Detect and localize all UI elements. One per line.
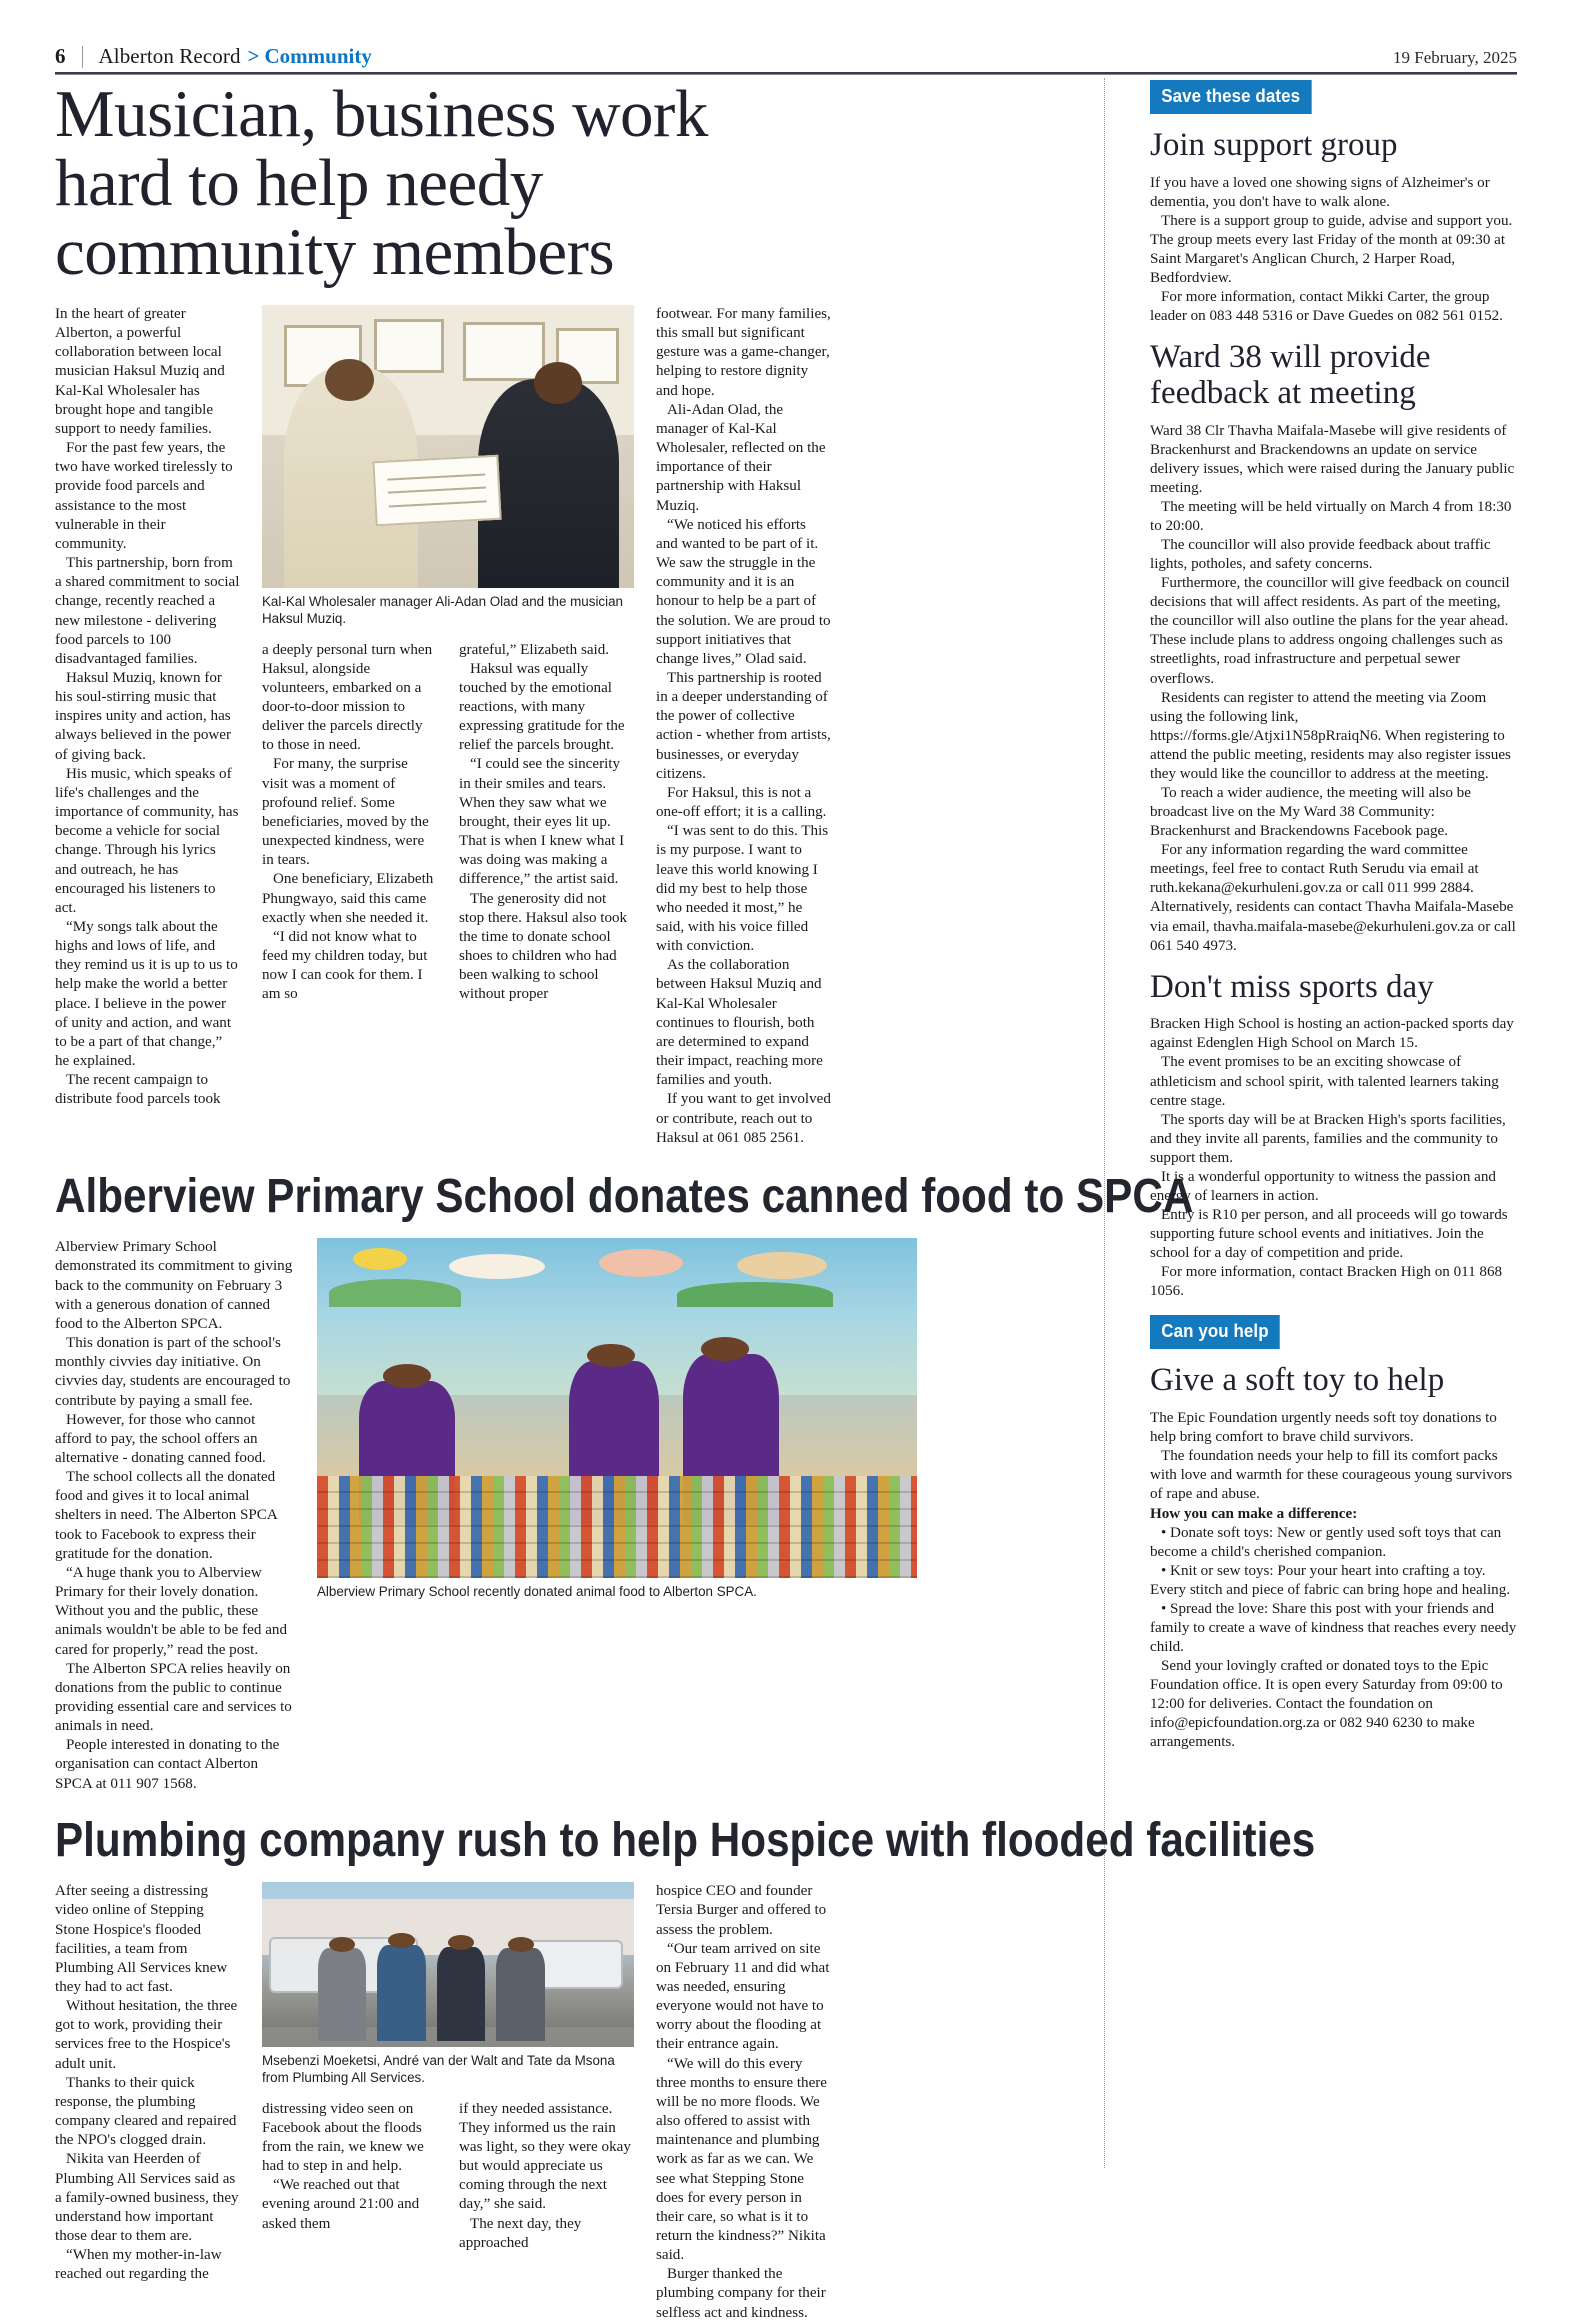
sidebar-body <box>1150 1015 1518 1301</box>
article3-column-1 <box>55 1882 240 2284</box>
paragraph: Haksul Muziq, known for his soul-stirring music that inspires unity and action, has always believed in the power of giving back. <box>55 669 232 763</box>
article-plumbing-hospice <box>55 1813 1316 2323</box>
badge-save-these-dates: Save these dates <box>1150 80 1311 114</box>
paragraph: In the heart of greater Alberton, a powerful collaboration between local musician Haksul Muziq and Kal-Kal Wholesaler has brought hope and tangible support to needy families. <box>55 306 225 437</box>
sidebar-heading: Don't miss sports day <box>1150 968 1434 1005</box>
figure-caption: Msebenzi Moeketsi, André van der Walt and Tate da Msona from Plumbing All Services. <box>262 2053 615 2085</box>
article1-column-2 <box>262 641 437 1005</box>
paragraph: Bracken High School is hosting an action-packed sports day against Edenglen High School on March 15. <box>1150 1016 1514 1052</box>
sidebar-heading: Join support group <box>1150 127 1398 163</box>
paragraph: Entry is R10 per person, and all proceeds will go towards supporting future school events and initiatives. Join the school for a day of competition and pride. <box>1150 1207 1508 1262</box>
paragraph: “A huge thank you to Alberview Primary for their lovely donation. Without you and the public, these animals wouldn't be able to be fed and cared for properly,” read the post. <box>55 1564 287 1658</box>
paragraph: For Haksul, this is not a one-off effort; it is a calling. <box>656 784 827 821</box>
paragraph: Nikita van Heerden of Plumbing All Services said as a family-owned business, they understand how important those dear to them are. <box>55 2151 239 2244</box>
article3-middle <box>262 1882 634 2253</box>
paragraph: “When my mother-in-law reached out regarding the <box>55 2247 222 2283</box>
paragraph: As the collaboration between Haksul Muziq and Kal-Kal Wholesaler continues to flourish, both are determined to expand their impact, reaching more families and youth. <box>656 957 823 1089</box>
paragraph: After seeing a distressing video online of Stepping Stone Hospice's flooded facilities, a team from Plumbing All Services knew they had to act fast. <box>55 1883 228 1995</box>
article-headline: Musician, business work hard to help needy community members <box>55 77 708 289</box>
paragraph: His music, which speaks of life's challenges and the importance of community, has become a vehicle for social change. Through his lyrics and outreach, he has encouraged his listeners to act. <box>55 765 239 916</box>
paragraph: “I was sent to do this. This is my purpose. I want to leave this world knowing I did my best to help those who needed it most,” he said, with his voice filled with conviction. <box>656 823 829 955</box>
paragraph: Without hesitation, the three got to work, providing their services free to the Hospice's adult unit. <box>55 1998 238 2072</box>
paragraph: “We noticed his efforts and wanted to be part of it. We saw the struggle in the community and it is an honour to help be a part of the solution. We are proud to support initiatives that change lives,” Olad said. <box>656 516 831 667</box>
masthead <box>55 44 1517 69</box>
issue-date: 19 February, 2025 <box>1392 48 1517 67</box>
article1-middle <box>262 305 634 1004</box>
paragraph: “I did not know what to feed my children today, but now I can cook for them. I am so <box>262 928 428 1003</box>
paragraph: a deeply personal turn when Haksul, alongside volunteers, embarked on a door-to-door mission to deliver the parcels directly to those in need. <box>262 641 433 754</box>
article1-column-4 <box>656 305 831 1148</box>
article-musician-business <box>55 77 1085 1148</box>
article1-column-1 <box>55 305 240 1110</box>
paragraph: “We will do this every three months to ensure there will be no more floods. We also offered to assist with maintenance and plumbing work as far as we can. We see what Stepping Stone does for every person in their care, so what is it to return the kindness?” Nikita said. <box>656 2055 828 2264</box>
paragraph: Ali-Adan Olad, the manager of Kal-Kal Wholesaler, reflected on the importance of their partnership with Haksul Muziq. <box>656 401 826 514</box>
paragraph: Ward 38 Clr Thavha Maifala-Masebe will give residents of Brackenhurst and Brackendowns an update on service delivery issues, which were raised during the January public meeting. <box>1150 422 1515 496</box>
paragraph: Burger thanked the plumbing company for their selfless act and kindness. <box>656 2266 826 2321</box>
paragraph: This donation is part of the school's monthly civvies day initiative. On civvies day, students are encouraged to contribute by paying a small fee. <box>55 1335 291 1409</box>
sidebar-body <box>1150 1409 1518 1752</box>
paragraph: The event promises to be an exciting showcase of athleticism and school spirit, with talented learners taking centre stage. <box>1150 1054 1499 1109</box>
paragraph: There is a support group to guide, advise and support you. The group meets every last Friday of the month at 09:30 at Saint Margaret's Anglican Church, 2 Harper Road, Bedfordview. <box>1150 212 1513 287</box>
paragraph: If you have a loved one showing signs of Alzheimer's or dementia, you don't have to walk alone. <box>1150 174 1490 210</box>
sidebar-section-soft-toy <box>1150 1363 1518 1752</box>
article3-figure <box>262 1882 634 2087</box>
paragraph: if they needed assistance. They informed us the rain was light, so they were okay but would appreciate us coming through the next day,” she said. <box>459 2100 631 2213</box>
paragraph: Furthermore, the councillor will give feedback on council decisions that will affect residents. As part of the meeting, the councillor will also outline the plans for the year ahead. These include plans to address ongoing challenges such as streetlights, road infrastructure and perpetual sewer overflows. <box>1150 575 1510 687</box>
sidebar-section-ward-38 <box>1150 340 1518 955</box>
paragraph: Alberview Primary School demonstrated its commitment to giving back to the community on February 3 with a generous donation of canned food to the Alberton SPCA. <box>55 1239 293 1332</box>
paragraph: To reach a wider audience, the meeting will also be broadcast live on the My Ward 38 Community: Brackenhurst and Brackendowns Facebook page. <box>1150 784 1471 840</box>
paragraph: The generosity did not stop there. Haksul also took the time to donate school shoes to children who had been walking to school without proper <box>459 890 628 1003</box>
paragraph: hospice CEO and founder Tersia Burger and offered to assess the problem. <box>656 1883 827 1938</box>
photo-plumbing-team <box>262 1882 634 2047</box>
paragraph: Thanks to their quick response, the plumbing company cleared and repaired the NPO's clogged drain. <box>55 2074 237 2149</box>
paragraph: “My songs talk about the highs and lows of life, and they remind us it is up to us to help make the world a better place. I believe in the power of unity and action, and want to be a part of that change,” he explained. <box>55 919 238 1070</box>
badge-can-you-help: Can you help <box>1150 1315 1280 1349</box>
paragraph: One beneficiary, Elizabeth Phungwayo, said this came exactly when she needed it. <box>262 871 434 926</box>
sidebar-section-sports-day <box>1150 970 1518 1302</box>
bullet-item: • Donate soft toys: New or gently used soft toys that can become a child's cherished companion. <box>1150 1524 1502 1560</box>
paragraph: Send your lovingly crafted or donated toys to the Epic Foundation office. It is open every Saturday from 09:00 to 12:00 for deliveries. Contact the foundation on info@epicfoundation.org.za or 082 940 6230 to make arrangements. <box>1150 1658 1503 1751</box>
figure-caption: Kal-Kal Wholesaler manager Ali-Adan Olad and the musician Haksul Muziq. <box>262 594 623 626</box>
bullet-item: • Knit or sew toys: Pour your heart into crafting a toy. Every stitch and piece of fabric can bring hope and healing. <box>1150 1562 1511 1598</box>
paragraph: For the past few years, the two have worked tirelessly to provide food parcels and assistance to the most vulnerable in their community. <box>55 440 233 552</box>
article3-column-3 <box>459 2100 634 2253</box>
paragraph: The school collects all the donated food and gives it to local animal shelters in need. The Alberton SPCA took to Facebook to express their gratitude for the donation. <box>55 1469 277 1562</box>
paragraph: grateful,” Elizabeth said. <box>459 641 610 658</box>
article3-column-4 <box>656 1882 831 2323</box>
paragraph: For many, the surprise visit was a moment of profound relief. Some beneficiaries, moved by the unexpected kindness, were in tears. <box>262 756 429 869</box>
article-headline: Alberview Primary School donates canned food to SPCA <box>55 1169 1194 1223</box>
paragraph: If you want to get involved or contribute, reach out to Haksul at 061 085 2561. <box>656 1091 831 1146</box>
paragraph: The Alberton SPCA relies heavily on donations from the public to continue providing essential care and services to animals in need. <box>55 1660 292 1735</box>
sidebar-body <box>1150 422 1518 956</box>
sidebar <box>1150 80 1518 1753</box>
paragraph: The recent campaign to distribute food parcels took <box>55 1072 221 1108</box>
paragraph: For any information regarding the ward committee meetings, feel free to contact Ruth Serudu via email at ruth.kekana@ekurhuleni.gov.za or call 011 999 2884. Alternatively, residents can contact Thavha Maifala-Masebe via email, thavha.maifala-masebe@ekurhuleni.gov.za or call 061 540 4973. <box>1150 842 1516 954</box>
article2-figure <box>317 1238 917 1601</box>
paragraph: However, for those who cannot afford to pay, the school offers an alternative - donating canned food. <box>55 1411 266 1466</box>
page-number: 6 <box>55 44 66 68</box>
paragraph: “Our team arrived on site on February 11 and did what was needed, ensuring everyone would not have to worry about the flooding at their entrance again. <box>656 1940 830 2053</box>
paragraph: “We reached out that evening around 21:00 and asked them <box>262 2177 420 2232</box>
paragraph: For more information, contact Mikki Carter, the group leader on 083 448 5316 or Dave Guedes on 082 561 0152. <box>1150 289 1503 325</box>
paragraph: The foundation needs your help to fill its comfort packs with love and warmth for these courageous young survivors of rape and abuse. <box>1150 1448 1513 1503</box>
chevron-right-icon: > <box>247 44 260 68</box>
paragraph: This partnership, born from a shared commitment to social change, recently reached a new milestone - delivering food parcels to 100 disadvantaged families. <box>55 555 240 667</box>
article1-column-3 <box>459 641 634 1005</box>
publication-title: Alberton Record <box>98 44 241 68</box>
paragraph: Residents can register to attend the meeting via Zoom using the following link, https://forms.gle/Atjxi1N58pRraiqN6. When registering to attend the public meeting, residents may also register issues they would like the councillor to address at the meeting. <box>1150 689 1511 782</box>
paragraph: For more information, contact Bracken High on 011 868 1056. <box>1150 1264 1503 1300</box>
article1-figure <box>262 305 634 628</box>
paragraph: footwear. For many families, this small but significant gesture was a game-changer, helping to restore dignity and hope. <box>656 306 831 399</box>
paragraph: The next day, they approached <box>459 2215 582 2251</box>
sidebar-section-join-support-group <box>1150 128 1518 326</box>
paragraph: The Epic Foundation urgently needs soft toy donations to help bring comfort to brave child survivors. <box>1150 1410 1497 1446</box>
figure-caption: Alberview Primary School recently donated animal food to Alberton SPCA. <box>317 1584 757 1600</box>
paragraph: The meeting will be held virtually on March 4 from 18:30 to 20:00. <box>1150 498 1512 534</box>
sidebar-heading: Give a soft toy to help <box>1150 1362 1445 1399</box>
article-alberview-spca <box>55 1169 1194 1794</box>
paragraph: “I could see the sincerity in their smiles and tears. When they saw what we brought, their eyes lit up. That is when I knew what I was doing was making a difference,” the artist said. <box>459 756 625 888</box>
sidebar-heading: Ward 38 will provide feedback at meeting <box>1150 339 1431 411</box>
bold-lead-in: How you can make a difference: <box>1150 1505 1358 1522</box>
masthead-rule <box>55 72 1517 75</box>
photo-handshake-certificate <box>262 305 634 588</box>
paragraph: This partnership is rooted in a deeper understanding of the power of collective action - whether from artists, businesses, or everyday citizens. <box>656 669 831 782</box>
paragraph: The sports day will be at Bracken High's sports facilities, and they invite all parents, families and the community to support them. <box>1150 1111 1506 1166</box>
article-headline: Plumbing company rush to help Hospice with flooded facilities <box>55 1813 1316 1867</box>
bullet-item: • Spread the love: Share this post with your friends and family to create a wave of kindness that reaches every needy child. <box>1150 1600 1517 1656</box>
paragraph: distressing video seen on Facebook about the floods from the rain, we knew we had to step in and help. <box>262 2100 424 2175</box>
article3-column-2 <box>262 2100 437 2253</box>
paragraph: Haksul was equally touched by the emotional reactions, with many expressing gratitude for the relief the parcels brought. <box>459 660 625 754</box>
paragraph: The councillor will also provide feedback about traffic lights, potholes, and safety concerns. <box>1150 536 1491 573</box>
paragraph: People interested in donating to the organisation can contact Alberton SPCA at 011 907 1568. <box>55 1737 280 1792</box>
article2-column-1 <box>55 1238 295 1794</box>
sidebar-body <box>1150 174 1518 327</box>
section-name[interactable]: Community <box>264 44 372 68</box>
paragraph: It is a wonderful opportunity to witness the passion and energy of learners in action. <box>1150 1168 1496 1205</box>
photo-learners-canned-food <box>317 1238 917 1578</box>
